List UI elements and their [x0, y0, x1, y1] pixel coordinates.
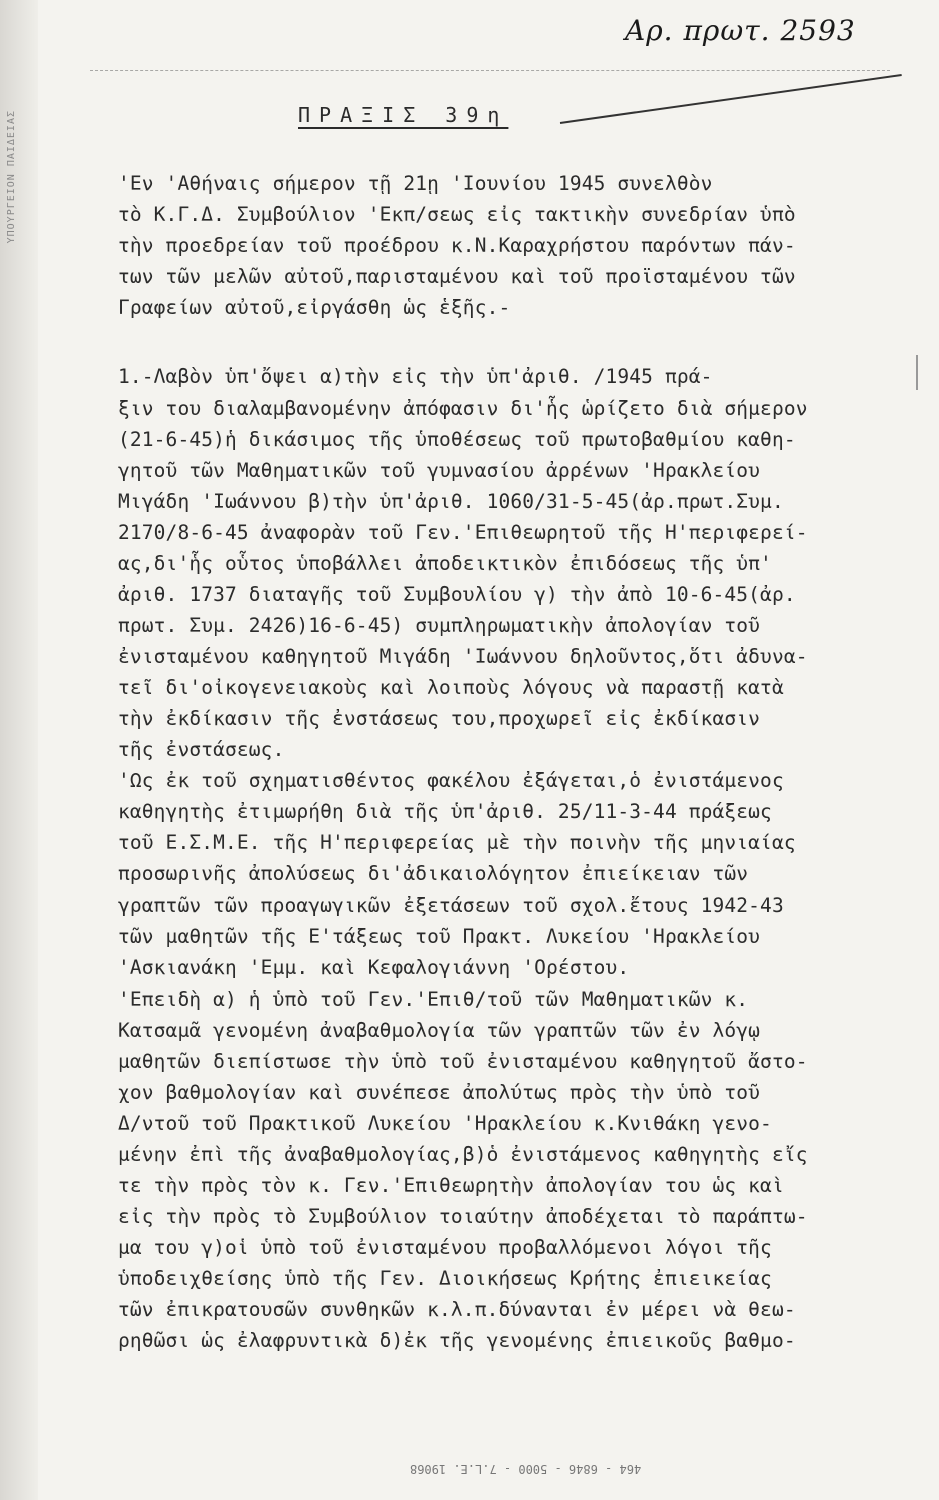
document-title: ΠΡΑΞΙΣ 39η: [298, 103, 509, 127]
text-line: 1.-Λαβὸν ὑπ'ὄψει α)τὴν εἰς τὴν ὑπ'ἀριθ. /1945 πρά-: [118, 365, 713, 388]
text-line: 2170/8-6-45 ἀναφορὰν τοῦ Γεν.'Επιθεωρητοῦ τῆς Η'περιφερεί-: [118, 521, 808, 544]
text-line: των τῶν μελῶν αὐτοῦ,παρισταμένου καὶ τοῦ προϊσταμένου τῶν: [118, 265, 796, 288]
text-line: γητοῦ τῶν Μαθηματικῶν τοῦ γυμνασίου ἀρρένων 'Ηρακλείου: [118, 459, 761, 482]
text-line: Γραφείων αὐτοῦ,εἰργάσθη ὡς ἑξῆς.-: [118, 296, 511, 319]
top-rule: [90, 70, 890, 73]
text-line: ξιν του διαλαμβανομένην ἀπόφασιν δι'ἧς ὡρίζετο διὰ σήμερον: [118, 397, 808, 420]
text-line: Μιγάδη 'Ιωάννου β)τὴν ὑπ'ἀριθ. 1060/31-5-45(ἀρ.πρωτ.Συμ.: [118, 490, 784, 513]
text-line: μαθητῶν διεπίστωσε τὴν ὑπὸ τοῦ ἐνισταμένου καθηγητοῦ ἄστο-: [118, 1050, 808, 1073]
text-line: ἀριθ. 1737 διαταγῆς τοῦ Συμβουλίου γ) τὴν ἀπὸ 10-6-45(ἀρ.: [118, 583, 796, 606]
text-line: ὑποδειχθείσης ὑπὸ τῆς Γεν. Διοικήσεως Κρήτης ἐπιεικείας: [118, 1267, 772, 1290]
text-line: ας,δι'ἧς οὗτος ὑποβάλλει ἀποδεικτικὸν ἐπιδόσεως τῆς ὑπ': [118, 552, 772, 575]
text-line: καθηγητὴς ἐτιμωρήθη διὰ τῆς ὑπ'ἀριθ. 25/11-3-44 πράξεως: [118, 800, 772, 823]
text-line: 'Ασκιανάκη 'Εμμ. καὶ Κεφαλογιάννη 'Ορέστου.: [118, 956, 630, 979]
text-line: εἰς τὴν πρὸς τὸ Συμβούλιον τοιαύτην ἀποδέχεται τὸ παράπτω-: [118, 1205, 808, 1228]
text-line: ἐνισταμένου καθηγητοῦ Μιγάδη 'Ιωάννου δηλοῦντος,ὅτι ἀδυνα-: [118, 645, 808, 668]
text-line: προσωρινῆς ἀπολύσεως δι'ἀδικαιολόγητον ἐπιείκειαν τῶν: [118, 862, 749, 885]
text-line: τῶν μαθητῶν τῆς Ε'τάξεως τοῦ Πρακτ. Λυκείου 'Ηρακλείου: [118, 925, 761, 948]
text-line: χον βαθμολογίαν καὶ συνέπεσε ἀπολύτως πρὸς τὴν ὑπὸ τοῦ: [118, 1081, 761, 1104]
text-line: τὴν προεδρείαν τοῦ προέδρου κ.Ν.Καραχρήστου παρόντων πάν-: [118, 234, 796, 257]
title-pen-stroke: [560, 74, 902, 124]
text-line: μα του γ)οἱ ὑπὸ τοῦ ἐνισταμένου προβαλλόμενοι λόγοι τῆς: [118, 1236, 772, 1259]
text-line: 'Επειδὴ α) ἡ ὑπὸ τοῦ Γεν.'Επιθ/τοῦ τῶν Μαθηματικῶν κ.: [118, 988, 749, 1011]
text-line: Δ/ντοῦ τοῦ Πρακτικοῦ Λυκείου 'Ηρακλείου κ.Κνιθάκη γενο-: [118, 1112, 772, 1135]
text-line: τοῦ Ε.Σ.Μ.Ε. τῆς Η'περιφερείας μὲ τὴν ποινὴν τῆς μηνιαίας: [118, 831, 796, 854]
text-line: τῆς ἐνστάσεως.: [118, 738, 285, 761]
text-line: τε τὴν πρὸς τὸν κ. Γεν.'Επιθεωρητὴν ἀπολογίαν του ὡς καὶ: [118, 1174, 784, 1197]
handwritten-protocol-note: Αρ. πρωτ. 2593: [625, 14, 856, 47]
text-line: (21-6-45)ἡ δικάσιμος τῆς ὑποθέσεως τοῦ πρωτοβαθμίου καθη-: [118, 428, 796, 451]
margin-mark: [916, 355, 918, 390]
text-line: ρηθῶσι ὡς ἐλαφρυντικὰ δ)ἐκ τῆς γενομένης ἐπιεικοῦς βαθμο-: [118, 1329, 796, 1352]
text-line: Κατσαμᾶ γενομένη ἀναβαθμολογία τῶν γραπτῶν τῶν ἐν λόγῳ: [118, 1019, 761, 1042]
text-line: γραπτῶν τῶν προαγωγικῶν ἐξετάσεων τοῦ σχολ.ἔτους 1942-43: [118, 894, 784, 917]
text-line: 'Ως ἐκ τοῦ σχηματισθέντος φακέλου ἐξάγεται,ὁ ἐνιστάμενος: [118, 769, 784, 792]
text-line: μένην ἐπὶ τῆς ἀναβαθμολογίας,β)ὁ ἐνιστάμενος καθηγητὴς εἴς: [118, 1143, 808, 1166]
binding-edge: [0, 0, 38, 1500]
text-line: τὴν ἐκδίκασιν τῆς ἐνστάσεως του,προχωρεῖ εἰς ἐκδίκασιν: [118, 707, 761, 730]
text-line: πρωτ. Συμ. 2426)16-6-45) συμπληρωματικὴν ἀπολογίαν τοῦ: [118, 614, 761, 637]
printer-stamp: 464 - 6846 - 5000 - 7.L.E. 19068: [410, 1462, 642, 1476]
text-line: τὸ Κ.Γ.Δ. Συμβούλιον 'Εκπ/σεως εἰς τακτικὴν συνεδρίαν ὑπὸ: [118, 203, 796, 226]
text-line: 'Εν 'Αθήναις σήμερον τῇ 21ῃ 'Ιουνίου 1945 συνελθὸν: [118, 172, 713, 195]
text-line: τεῖ δι'οἰκογενειακοὺς καὶ λοιποὺς λόγους νὰ παραστῇ κατὰ: [118, 676, 784, 699]
text-line: τῶν ἐπικρατουσῶν συνθηκῶν κ.λ.π.δύνανται ἐν μέρει νὰ θεω-: [118, 1298, 796, 1321]
edge-text: ΥΠΟΥΡΓΕΙΟΝ ΠΑΙΔΕΙΑΣ: [6, 110, 17, 244]
